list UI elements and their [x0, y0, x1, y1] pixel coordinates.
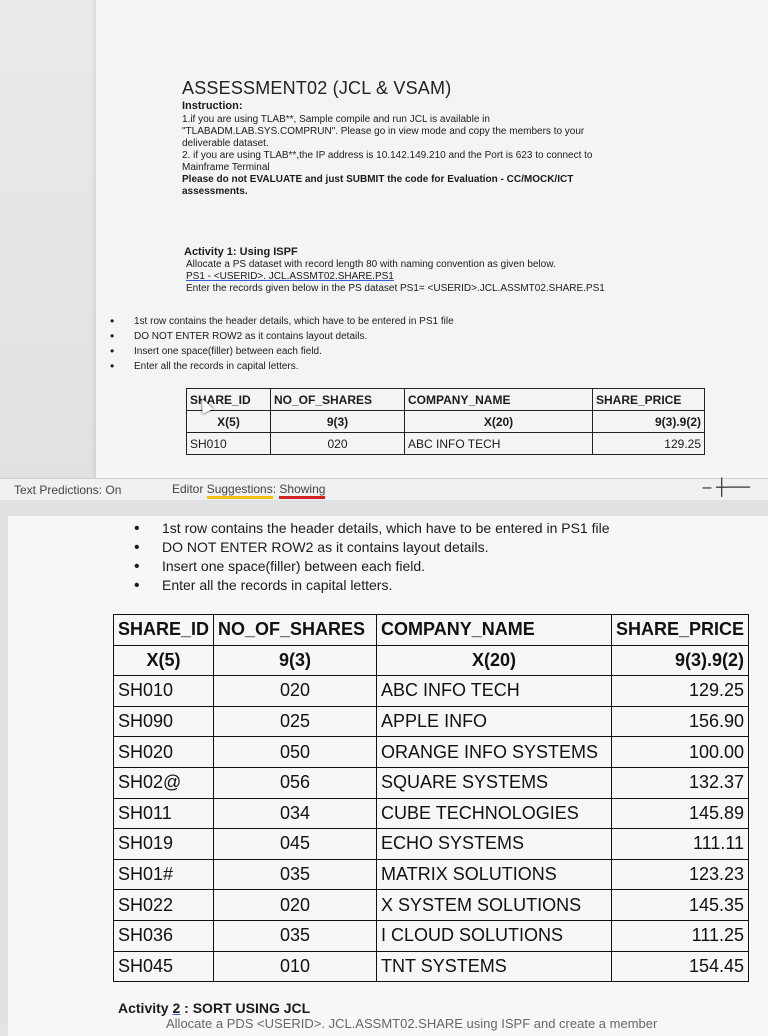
- table-cell: MATRIX SOLUTIONS: [377, 859, 612, 890]
- table-cell: 056: [214, 767, 377, 798]
- table-header-row: [187, 389, 705, 411]
- table-cell: 145.35: [612, 890, 749, 921]
- table-cell: 129.25: [593, 433, 705, 455]
- table-cell: 020: [214, 890, 377, 921]
- instruction-line: 2. if you are using TLAB**,the IP address is 10.142.149.210 and the Port is 623 to connect to: [182, 150, 593, 161]
- table-cell: 145.89: [612, 798, 749, 829]
- table-row: [114, 829, 749, 860]
- document-title: ASSESSMENT02 (JCL & VSAM): [182, 78, 452, 98]
- table-cell: APPLE INFO: [377, 706, 612, 737]
- activity2-title: SORT USING JCL: [192, 1000, 311, 1016]
- table-cell: TNT SYSTEMS: [377, 951, 612, 982]
- table-cell: 111.11: [612, 829, 749, 860]
- header-cell: NO_OF_SHARES: [214, 615, 377, 646]
- table-cell: SH020: [114, 737, 214, 768]
- instruction-block: [182, 114, 702, 198]
- table-row: [114, 737, 749, 768]
- left-margin-strip: [0, 0, 96, 492]
- table-cell: SH011: [114, 798, 214, 829]
- table-cell: SH010: [187, 433, 271, 455]
- header-cell: SHARE_ID: [187, 389, 271, 411]
- instruction-line: Please do not EVALUATE and just SUBMIT the code for Evaluation - CC/MOCK/ICT: [182, 174, 574, 185]
- table-cell: SH010: [114, 676, 214, 707]
- layout-cell: 9(3): [271, 411, 405, 433]
- layout-cell: X(5): [187, 411, 271, 433]
- bullet-item: • Enter all the records in capital letters.: [110, 359, 454, 374]
- layout-cell: X(5): [114, 645, 214, 676]
- table-cell: 111.25: [612, 920, 749, 951]
- instruction-line: "TLABADM.LAB.SYS.COMPRUN". Please go in view mode and copy the members to your: [182, 126, 585, 137]
- text-predictions-status[interactable]: Text Predictions: On: [14, 483, 122, 497]
- activity1-line: Enter the records given below in the PS dataset PS1= <USERID>.JCL.ASSMT02.SHARE.PS1: [186, 283, 605, 294]
- bottom-bullet-list: [130, 519, 610, 595]
- instruction-line: 1.if you are using TLAB**, Sample compile and run JCL is available in: [182, 114, 490, 125]
- activity1-block: [186, 259, 746, 295]
- bullet-item: • Insert one space(filler) between each field.: [110, 344, 454, 359]
- table-row: [114, 706, 749, 737]
- table-cell: X SYSTEM SOLUTIONS: [377, 890, 612, 921]
- header-cell: COMPANY_NAME: [377, 615, 612, 646]
- table-cell: 100.00: [612, 737, 749, 768]
- layout-cell: 9(3).9(2): [593, 411, 705, 433]
- instruction-line: Mainframe Terminal: [182, 162, 270, 173]
- activity1-line: PS1 - <USERID>. JCL.ASSMT02.SHARE.PS1: [186, 271, 394, 282]
- editor-showing-word: Showing: [279, 482, 325, 499]
- table-cell: 045: [214, 829, 377, 860]
- editor-status-bar: [0, 478, 768, 501]
- table-cell: SH01#: [114, 859, 214, 890]
- table-row: [114, 890, 749, 921]
- table-cell: 020: [214, 676, 377, 707]
- activity2-cut-line: Allocate a PDS <USERID>. JCL.ASSMT02.SHARE using ISPF and create a member: [166, 1016, 658, 1031]
- table-cell: SQUARE SYSTEMS: [377, 767, 612, 798]
- table-row: [114, 767, 749, 798]
- top-share-table: [186, 388, 705, 455]
- zoom-slider[interactable]: – ┼──: [702, 479, 750, 496]
- table-cell: SH090: [114, 706, 214, 737]
- activity2-colon: :: [180, 1000, 193, 1016]
- table-row: [114, 951, 749, 982]
- instruction-line: assessments.: [182, 186, 248, 197]
- activity2-heading: [118, 1000, 310, 1016]
- header-cell: SHARE_PRICE: [612, 615, 749, 646]
- table-cell: 020: [271, 433, 405, 455]
- layout-cell: 9(3).9(2): [612, 645, 749, 676]
- header-cell: SHARE_ID: [114, 615, 214, 646]
- activity1-line: Allocate a PS dataset with record length 80 with naming convention as given below.: [186, 259, 556, 270]
- instruction-heading: Instruction:: [182, 100, 243, 112]
- table-row: [114, 859, 749, 890]
- header-cell: COMPANY_NAME: [405, 389, 593, 411]
- table-row: [114, 798, 749, 829]
- table-cell: 035: [214, 859, 377, 890]
- activity2-prefix: Activity: [118, 1000, 173, 1016]
- header-cell: NO_OF_SHARES: [271, 389, 405, 411]
- table-row: [114, 920, 749, 951]
- table-cell: 129.25: [612, 676, 749, 707]
- share-table: [113, 614, 749, 982]
- table-layout-row: [114, 645, 749, 676]
- table-cell: SH019: [114, 829, 214, 860]
- table-header-row: [114, 615, 749, 646]
- table-cell: ABC INFO TECH: [377, 676, 612, 707]
- editor-prefix: Editor: [172, 482, 207, 496]
- table-cell: I CLOUD SOLUTIONS: [377, 920, 612, 951]
- bullet-item: • 1st row contains the header details, which have to be entered in PS1 file: [110, 314, 454, 329]
- table-cell: ORANGE INFO SYSTEMS: [377, 737, 612, 768]
- table-cell: SH045: [114, 951, 214, 982]
- editor-sep: :: [272, 482, 280, 496]
- instruction-line: deliverable dataset.: [182, 138, 269, 149]
- layout-cell: 9(3): [214, 645, 377, 676]
- table-cell: SH036: [114, 920, 214, 951]
- table-cell: 132.37: [612, 767, 749, 798]
- table-row: [114, 676, 749, 707]
- top-bullet-list: [110, 314, 454, 374]
- bullet-item: • DO NOT ENTER ROW2 as it contains layout details.: [110, 329, 454, 344]
- layout-cell: X(20): [405, 411, 593, 433]
- table-cell: 010: [214, 951, 377, 982]
- bullet-item: • DO NOT ENTER ROW2 as it contains layout details.: [130, 538, 610, 557]
- table-layout-row: [187, 411, 705, 433]
- activity1-heading: Activity 1: Using ISPF: [184, 246, 298, 258]
- table-cell: SH022: [114, 890, 214, 921]
- table-cell: 035: [214, 920, 377, 951]
- table-cell: CUBE TECHNOLOGIES: [377, 798, 612, 829]
- table-cell: 156.90: [612, 706, 749, 737]
- bullet-item: • Insert one space(filler) between each field.: [130, 557, 610, 576]
- table-cell: 034: [214, 798, 377, 829]
- table-cell: ABC INFO TECH: [405, 433, 593, 455]
- activity2-num: 2: [172, 1000, 181, 1016]
- bullet-item: • 1st row contains the header details, which have to be entered in PS1 file: [130, 519, 610, 538]
- editor-suggestions-word: Suggestions: [207, 482, 273, 499]
- table-cell: 050: [214, 737, 377, 768]
- table-cell: 154.45: [612, 951, 749, 982]
- table-cell: 025: [214, 706, 377, 737]
- table-cell: SH02@: [114, 767, 214, 798]
- bullet-item: • Enter all the records in capital letters.: [130, 576, 610, 595]
- header-cell: SHARE_PRICE: [593, 389, 705, 411]
- table-cell: ECHO SYSTEMS: [377, 829, 612, 860]
- table-cell: 123.23: [612, 859, 749, 890]
- layout-cell: X(20): [377, 645, 612, 676]
- table-row: [187, 433, 705, 455]
- editor-suggestions-status[interactable]: [172, 482, 325, 496]
